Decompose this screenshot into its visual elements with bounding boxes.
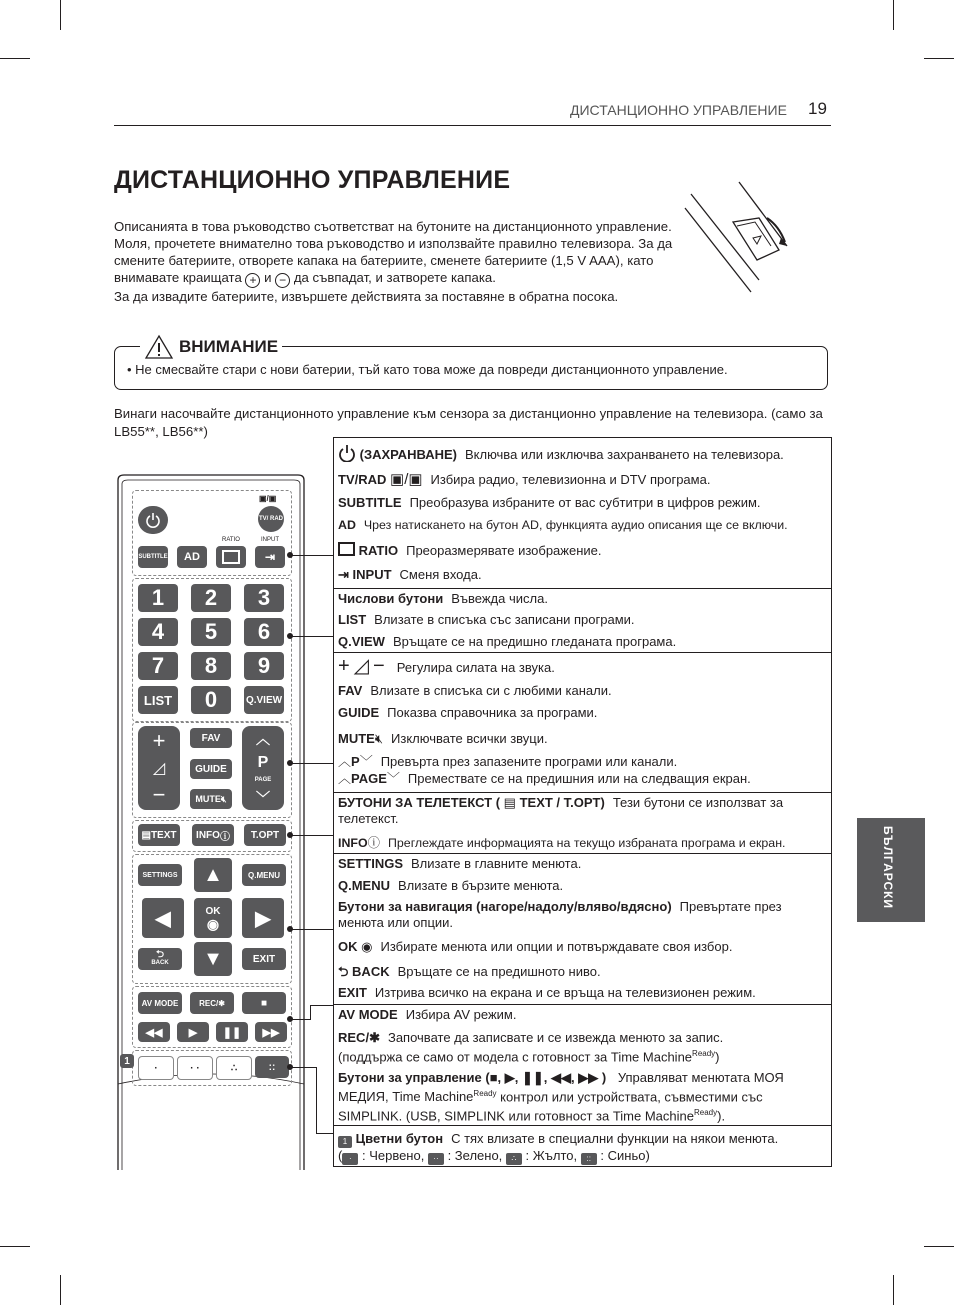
- chevron-down-icon: ﹀: [386, 771, 400, 786]
- callout-line: [310, 1005, 311, 1020]
- power-icon: [145, 512, 161, 528]
- remote-ok-button[interactable]: OK ◉: [194, 898, 232, 938]
- fast-forward-icon: ▶▶: [262, 1026, 280, 1039]
- minus-terminal-icon: −: [275, 273, 290, 288]
- remote-settings-button[interactable]: SETTINGS: [138, 864, 182, 886]
- remote-ratio-caption: RATIO: [222, 537, 240, 543]
- callout-line: [290, 929, 333, 930]
- remote-program-rocker[interactable]: ︿ P PAGE ﹀: [242, 726, 284, 810]
- remote-tvrad-button[interactable]: TV/ RAD: [258, 506, 284, 532]
- remote-avmode-button[interactable]: AV MODE: [138, 992, 182, 1014]
- volume-up-icon: +: [152, 728, 166, 753]
- remote-power-button[interactable]: [138, 506, 168, 534]
- crop-mark: [924, 58, 954, 59]
- blue-button-icon: ::: [581, 1153, 597, 1165]
- crop-mark: [60, 0, 61, 30]
- row-page: ︿PAGE﹀ Премествате се на предишния или на следващия екран.: [338, 771, 751, 786]
- remote-rewind-button[interactable]: [138, 1022, 170, 1042]
- remote-number-6[interactable]: 6: [244, 618, 284, 646]
- remote-topt-button[interactable]: T.OPT: [244, 824, 286, 846]
- header-rule: [114, 125, 831, 126]
- remote-nav-down-button[interactable]: [194, 942, 232, 976]
- rec-asterisk-icon: ✱: [369, 1030, 380, 1045]
- row-control: Бутони за управление (■, ▶, ❚❚, ◀◀, ▶▶ ) Управляват менютата МОЯ МЕДИЯ, Time Machine$^{Ready}$ контрол или устройствата, съвместими със SIMPLINK. (USB, SIMPLINK или готовност за Time Machine$^{Ready}$).: [338, 1070, 784, 1124]
- stop-icon: ■: [260, 997, 268, 1009]
- color-buttons-badge: 1: [120, 1054, 134, 1068]
- row-avmode: AV MODE Избира AV режим.: [338, 1007, 517, 1022]
- remote-list-button[interactable]: LIST: [138, 686, 178, 714]
- remote-ratio-button[interactable]: [216, 546, 246, 568]
- teletext-icon: ▤: [500, 795, 520, 810]
- remote-fav-button[interactable]: FAV: [190, 728, 232, 748]
- callout-line: [316, 1067, 317, 1133]
- crop-mark: [0, 1246, 30, 1247]
- remote-nav-up-button[interactable]: [194, 858, 232, 892]
- tv-radio-icon: ▣/▣: [390, 471, 423, 488]
- remote-number-9[interactable]: 9: [244, 652, 284, 680]
- remote-number-1[interactable]: 1: [138, 584, 178, 612]
- mute-icon: 🔇︎: [220, 793, 227, 804]
- row-tvrad: TV/RAD ▣/▣ Избира радио, телевизионна и DTV програма.: [338, 471, 711, 488]
- yellow-button-icon: ∴: [506, 1153, 522, 1165]
- row-input: ⇥ INPUT Сменя входа.: [338, 567, 482, 582]
- tv-radio-icon: ▣/▣: [259, 494, 277, 503]
- remote-number-0[interactable]: 0: [191, 686, 231, 714]
- row-subtitle: SUBTITLE Преобразува избраните от вас субтитри в цифров режим.: [338, 495, 761, 510]
- chevron-up-icon: ︿: [338, 754, 352, 769]
- remote-number-8[interactable]: 8: [191, 652, 231, 680]
- remote-play-button[interactable]: [177, 1022, 209, 1042]
- row-info: INFOⓘ Преглеждате информацията на текущо избраната програма и екран.: [338, 836, 786, 850]
- remote-mute-button[interactable]: MUTE 🔇︎: [190, 789, 232, 809]
- remote-input-button[interactable]: [255, 546, 285, 568]
- remote-illustration: [116, 474, 304, 1174]
- ok-circle-icon: ◉: [206, 916, 220, 932]
- crop-mark: [893, 0, 894, 30]
- arrow-down-icon: ▼: [203, 947, 223, 970]
- remote-qmenu-button[interactable]: Q.MENU: [242, 864, 286, 886]
- remote-text-button[interactable]: ▤ TEXT: [138, 824, 180, 846]
- input-icon: ⇥: [338, 567, 349, 582]
- remote-nav-right-button[interactable]: [242, 898, 284, 938]
- row-p: ︿P﹀ Превърта през запазените програми или канали.: [338, 754, 678, 769]
- warning-triangle-icon: [144, 334, 174, 360]
- button-description-table: [333, 437, 832, 1167]
- back-arrow-icon: ⮌: [155, 949, 164, 960]
- callout-line: [290, 835, 333, 836]
- aim-instruction: Винаги насочвайте дистанционното управление към сензора за дистанционно управление на телевизора. (само за LB55**, LB56**): [114, 406, 823, 439]
- callout-line: [290, 1019, 310, 1020]
- crop-mark: [924, 1246, 954, 1247]
- remote-number-7[interactable]: 7: [138, 652, 178, 680]
- pause-icon: ❚❚: [222, 1026, 242, 1039]
- row-fav: FAV Влизате в списъка си с любими канали.: [338, 683, 612, 698]
- battery-cover-illustration: [683, 180, 793, 300]
- chevron-up-icon: ︿: [256, 730, 270, 747]
- volume-down-icon: −: [152, 782, 166, 807]
- row-ratio: RATIO Преоразмерявате изображение.: [338, 542, 827, 559]
- row-mute: MUTE🔇︎ Изключвате всички звуци.: [338, 731, 548, 746]
- play-icon: ▶: [188, 1026, 198, 1039]
- row-qmenu: Q.MENU Влизате в бързите менюта.: [338, 878, 564, 893]
- remote-green-button[interactable]: · ·: [177, 1056, 213, 1080]
- red-button-icon: ·: [342, 1153, 358, 1165]
- row-power: (ЗАХРАНВАНЕ) Включва или изключва захранването на телевизора.: [338, 444, 827, 463]
- green-button-icon: ··: [428, 1153, 444, 1165]
- row-volume: +◿− Регулира силата на звука.: [338, 655, 555, 677]
- intro-text: Описанията в това ръководство съответстват на бутоните на дистанционното управление. Моля, прочетете внимателно това ръководство и използвайте правилно телевизора. За да смените батериите, отворете капака на батериите, сменете батериите (1,5 V AAA), като внимавате краищата + и − да съвпадат, и затворете капака. За да извадите батериите, извършете действията за поставяне в обратна посока.: [114, 219, 673, 304]
- rewind-icon: ◀◀: [145, 1026, 163, 1039]
- remote-volume-rocker[interactable]: [138, 726, 180, 810]
- crop-mark: [893, 1275, 894, 1305]
- row-guide: GUIDE Показва справочника за програми.: [338, 705, 598, 720]
- row-list: LIST Влизате в списъка със записани програми.: [338, 612, 635, 627]
- arrow-left-icon: ◀: [155, 907, 171, 930]
- back-arrow-icon: ⮌: [338, 964, 349, 979]
- row-nav: Бутони за навигация (нагоре/надолу/вляво/вдясно) Превъртате през менюта или опции.: [338, 899, 782, 930]
- page-title: ДИСТАНЦИОННО УПРАВЛЕНИЕ: [114, 166, 511, 194]
- remote-number-2[interactable]: 2: [191, 584, 231, 612]
- row-exit: EXIT Изтрива всичко на екрана и се връща на телевизионен режим.: [338, 985, 756, 1000]
- power-icon: [338, 444, 356, 462]
- ratio-icon: [338, 542, 355, 556]
- caution-text: • Не смесвайте стари с нови батерии, тъй като това може да повреди дистанционното управление.: [127, 362, 728, 377]
- chevron-down-icon: ﹀: [359, 754, 373, 769]
- crop-mark: [60, 1275, 61, 1305]
- color-buttons-badge: 1: [338, 1136, 352, 1148]
- volume-icons: +◿−: [338, 655, 389, 677]
- row-back: ⮌ BACK Връщате се на предишното ниво.: [338, 964, 601, 979]
- remote-exit-button[interactable]: EXIT: [242, 948, 286, 970]
- row-ad: AD Чрез натискането на бутон AD, функцията аудио описания ще се включи.: [338, 518, 788, 532]
- remote-qview-button[interactable]: Q.VIEW: [244, 686, 284, 714]
- chevron-up-icon: ︿: [338, 771, 352, 786]
- ratio-icon: [222, 550, 240, 564]
- remote-stop-button[interactable]: [242, 992, 286, 1014]
- chevron-down-icon: ﹀: [256, 789, 270, 806]
- remote-guide-button[interactable]: GUIDE: [190, 759, 232, 779]
- callout-line: [290, 555, 333, 556]
- remote-blue-button[interactable]: ::: [255, 1056, 289, 1078]
- remote-ad-button[interactable]: AD: [177, 546, 207, 568]
- plus-terminal-icon: +: [245, 273, 260, 288]
- row-teletext: БУТОНИ ЗА ТЕЛЕТЕКСТ ( ▤ TEXT / T.OPT) Тези бутони се използват за телетекст.: [338, 795, 784, 826]
- mute-icon: 🔇︎: [374, 731, 384, 746]
- row-ok: OK ◉ Избирате менюта или опции и потвърждавате своя избор.: [338, 939, 733, 954]
- arrow-up-icon: ▲: [203, 863, 223, 886]
- remote-subtitle-button[interactable]: SUBTITLE: [138, 546, 168, 568]
- callout-line: [290, 1067, 316, 1068]
- row-numbers: Числови бутони Въвежда числа.: [338, 591, 548, 606]
- remote-pause-button[interactable]: [216, 1022, 248, 1042]
- remote-rec-button[interactable]: REC/✱: [190, 992, 234, 1014]
- remote-forward-button[interactable]: [255, 1022, 287, 1042]
- ok-circle-icon: ◉: [361, 939, 373, 954]
- remote-back-button[interactable]: ⮌ BACK: [138, 948, 182, 970]
- remote-yellow-button[interactable]: ∴: [216, 1056, 252, 1080]
- transport-icons: ■, ▶, ❚❚, ◀◀, ▶▶: [489, 1070, 602, 1085]
- remote-red-button[interactable]: ·: [138, 1056, 174, 1080]
- row-rec: REC/✱ Започвате да записвате и се извежда менюто за запис. (поддържа се само от модела с готовност за Time Machine$^{Ready}$): [338, 1030, 724, 1065]
- input-icon: ⇥: [264, 550, 276, 564]
- language-tab: БЪЛГАРСКИ: [857, 818, 925, 922]
- teletext-icon: ▤: [141, 829, 151, 841]
- info-icon: ⓘ: [367, 836, 380, 850]
- info-icon: ⓘ: [219, 831, 230, 843]
- row-settings: SETTINGS Влизате в главните менюта.: [338, 856, 582, 871]
- remote-nav-left-button[interactable]: [142, 898, 184, 938]
- remote-number-5[interactable]: 5: [191, 618, 231, 646]
- volume-icon: ◿: [152, 760, 166, 777]
- callout-line: [290, 636, 333, 637]
- row-color: 1 Цветни бутон С тях влизате в специални функции на някои менюта. ( · : Червено, ·· : Зелено, ∴ : Жълто, :: : Синьо): [338, 1131, 779, 1163]
- callout-line: [310, 1005, 333, 1006]
- remote-info-button[interactable]: INFO ⓘ: [192, 824, 234, 846]
- page-number: 19: [808, 99, 827, 118]
- callout-line: [316, 1133, 333, 1134]
- row-qview: Q.VIEW Връщате се на предишно гледаната програма.: [338, 634, 677, 649]
- remote-number-3[interactable]: 3: [244, 584, 284, 612]
- caution-heading: ВНИМАНИЕ: [140, 334, 282, 360]
- callout-line: [290, 763, 333, 764]
- running-header: ДИСТАНЦИОННО УПРАВЛЕНИЕ: [570, 102, 787, 118]
- crop-mark: [0, 58, 30, 59]
- remote-number-4[interactable]: 4: [138, 618, 178, 646]
- remote-input-caption: INPUT: [261, 537, 279, 543]
- arrow-right-icon: ▶: [255, 907, 271, 930]
